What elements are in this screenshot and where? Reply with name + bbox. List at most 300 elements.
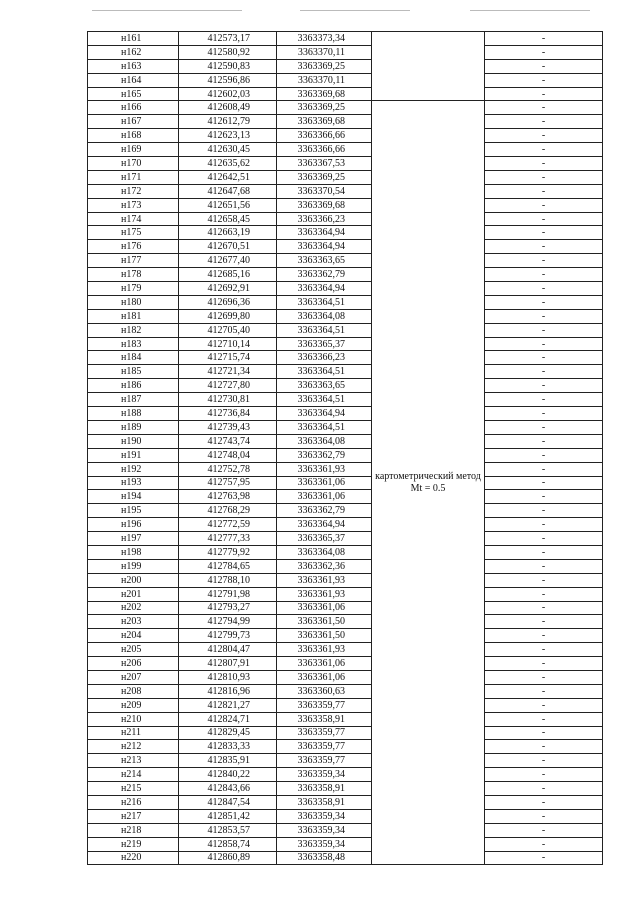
table-row xyxy=(88,476,603,490)
table-row xyxy=(88,351,603,365)
y-coordinate-cell: 3363369,68 xyxy=(277,115,372,129)
point-number-cell: н171 xyxy=(88,170,179,184)
y-coordinate-cell: 3363359,34 xyxy=(277,768,372,782)
x-coordinate-cell: 412829,45 xyxy=(179,726,277,740)
x-coordinate-cell: 412658,45 xyxy=(179,212,277,226)
note-cell: - xyxy=(485,282,603,296)
note-cell: - xyxy=(485,518,603,532)
y-coordinate-cell: 3363369,68 xyxy=(277,198,372,212)
table-row xyxy=(88,115,603,129)
note-cell: - xyxy=(485,559,603,573)
point-number-cell: н208 xyxy=(88,684,179,698)
x-coordinate-cell: 412730,81 xyxy=(179,393,277,407)
x-coordinate-cell: 412835,91 xyxy=(179,754,277,768)
point-number-cell: н193 xyxy=(88,476,179,490)
note-cell: - xyxy=(485,476,603,490)
y-coordinate-cell: 3363369,25 xyxy=(277,59,372,73)
table-row xyxy=(88,268,603,282)
note-cell: - xyxy=(485,226,603,240)
point-number-cell: н211 xyxy=(88,726,179,740)
point-number-cell: н167 xyxy=(88,115,179,129)
note-cell: - xyxy=(485,143,603,157)
x-coordinate-cell: 412663,19 xyxy=(179,226,277,240)
point-number-cell: н214 xyxy=(88,768,179,782)
point-number-cell: н181 xyxy=(88,309,179,323)
x-coordinate-cell: 412739,43 xyxy=(179,420,277,434)
table-row xyxy=(88,32,603,46)
y-coordinate-cell: 3363364,51 xyxy=(277,295,372,309)
y-coordinate-cell: 3363359,77 xyxy=(277,698,372,712)
point-number-cell: н173 xyxy=(88,198,179,212)
table-row xyxy=(88,337,603,351)
table-row xyxy=(88,809,603,823)
scan-artifact-line xyxy=(470,10,590,11)
point-number-cell: н179 xyxy=(88,282,179,296)
x-coordinate-cell: 412710,14 xyxy=(179,337,277,351)
point-number-cell: н206 xyxy=(88,657,179,671)
note-cell: - xyxy=(485,684,603,698)
table-row xyxy=(88,698,603,712)
table-row xyxy=(88,545,603,559)
y-coordinate-cell: 3363366,66 xyxy=(277,129,372,143)
point-number-cell: н205 xyxy=(88,643,179,657)
y-coordinate-cell: 3363359,34 xyxy=(277,837,372,851)
table-row xyxy=(88,101,603,115)
x-coordinate-cell: 412642,51 xyxy=(179,170,277,184)
x-coordinate-cell: 412608,49 xyxy=(179,101,277,115)
note-cell: - xyxy=(485,726,603,740)
x-coordinate-cell: 412647,68 xyxy=(179,184,277,198)
y-coordinate-cell: 3363362,79 xyxy=(277,448,372,462)
point-number-cell: н219 xyxy=(88,837,179,851)
x-coordinate-cell: 412816,96 xyxy=(179,684,277,698)
point-number-cell: н172 xyxy=(88,184,179,198)
y-coordinate-cell: 3363364,51 xyxy=(277,323,372,337)
table-row xyxy=(88,295,603,309)
y-coordinate-cell: 3363359,77 xyxy=(277,740,372,754)
note-cell: - xyxy=(485,837,603,851)
x-coordinate-cell: 412727,80 xyxy=(179,379,277,393)
point-number-cell: н183 xyxy=(88,337,179,351)
y-coordinate-cell: 3363369,25 xyxy=(277,170,372,184)
y-coordinate-cell: 3363361,06 xyxy=(277,490,372,504)
scan-artifact-line xyxy=(92,10,242,11)
y-coordinate-cell: 3363359,77 xyxy=(277,726,372,740)
table-row xyxy=(88,670,603,684)
x-coordinate-cell: 412788,10 xyxy=(179,573,277,587)
note-cell: - xyxy=(485,434,603,448)
note-cell: - xyxy=(485,87,603,101)
x-coordinate-cell: 412840,22 xyxy=(179,768,277,782)
table-row xyxy=(88,282,603,296)
note-cell: - xyxy=(485,420,603,434)
y-coordinate-cell: 3363370,11 xyxy=(277,45,372,59)
point-number-cell: н196 xyxy=(88,518,179,532)
point-number-cell: н220 xyxy=(88,851,179,865)
table-row xyxy=(88,198,603,212)
y-coordinate-cell: 3363364,94 xyxy=(277,518,372,532)
table-row xyxy=(88,587,603,601)
y-coordinate-cell: 3363362,36 xyxy=(277,559,372,573)
note-cell: - xyxy=(485,295,603,309)
table-row xyxy=(88,823,603,837)
table-row xyxy=(88,643,603,657)
x-coordinate-cell: 412602,03 xyxy=(179,87,277,101)
table-row xyxy=(88,129,603,143)
point-number-cell: н192 xyxy=(88,462,179,476)
y-coordinate-cell: 3363364,08 xyxy=(277,309,372,323)
point-number-cell: н201 xyxy=(88,587,179,601)
note-cell: - xyxy=(485,823,603,837)
note-cell: - xyxy=(485,240,603,254)
note-cell: - xyxy=(485,32,603,46)
table-row xyxy=(88,323,603,337)
note-cell: - xyxy=(485,448,603,462)
x-coordinate-cell: 412784,65 xyxy=(179,559,277,573)
note-cell: - xyxy=(485,365,603,379)
table-row xyxy=(88,365,603,379)
x-coordinate-cell: 412853,57 xyxy=(179,823,277,837)
y-coordinate-cell: 3363365,37 xyxy=(277,337,372,351)
y-coordinate-cell: 3363366,23 xyxy=(277,351,372,365)
x-coordinate-cell: 412743,74 xyxy=(179,434,277,448)
y-coordinate-cell: 3363365,37 xyxy=(277,532,372,546)
y-coordinate-cell: 3363359,77 xyxy=(277,754,372,768)
x-coordinate-cell: 412860,89 xyxy=(179,851,277,865)
y-coordinate-cell: 3363364,51 xyxy=(277,365,372,379)
point-number-cell: н166 xyxy=(88,101,179,115)
point-number-cell: н187 xyxy=(88,393,179,407)
x-coordinate-cell: 412757,95 xyxy=(179,476,277,490)
y-coordinate-cell: 3363358,91 xyxy=(277,782,372,796)
point-number-cell: н174 xyxy=(88,212,179,226)
point-number-cell: н188 xyxy=(88,407,179,421)
point-number-cell: н165 xyxy=(88,87,179,101)
x-coordinate-cell: 412748,04 xyxy=(179,448,277,462)
x-coordinate-cell: 412677,40 xyxy=(179,254,277,268)
note-cell: - xyxy=(485,795,603,809)
table-row xyxy=(88,657,603,671)
note-cell: - xyxy=(485,462,603,476)
note-cell: - xyxy=(485,129,603,143)
x-coordinate-cell: 412573,17 xyxy=(179,32,277,46)
note-cell: - xyxy=(485,268,603,282)
y-coordinate-cell: 3363363,65 xyxy=(277,254,372,268)
x-coordinate-cell: 412699,80 xyxy=(179,309,277,323)
x-coordinate-cell: 412794,99 xyxy=(179,615,277,629)
y-coordinate-cell: 3363367,53 xyxy=(277,157,372,171)
y-coordinate-cell: 3363364,51 xyxy=(277,393,372,407)
table-row xyxy=(88,851,603,865)
point-number-cell: н207 xyxy=(88,670,179,684)
point-number-cell: н194 xyxy=(88,490,179,504)
note-cell: - xyxy=(485,782,603,796)
x-coordinate-cell: 412685,16 xyxy=(179,268,277,282)
y-coordinate-cell: 3363361,06 xyxy=(277,601,372,615)
table-row xyxy=(88,407,603,421)
point-number-cell: н199 xyxy=(88,559,179,573)
y-coordinate-cell: 3363358,91 xyxy=(277,795,372,809)
table-row xyxy=(88,226,603,240)
point-number-cell: н191 xyxy=(88,448,179,462)
x-coordinate-cell: 412793,27 xyxy=(179,601,277,615)
point-number-cell: н170 xyxy=(88,157,179,171)
note-cell: - xyxy=(485,212,603,226)
y-coordinate-cell: 3363361,93 xyxy=(277,643,372,657)
point-number-cell: н202 xyxy=(88,601,179,615)
x-coordinate-cell: 412651,56 xyxy=(179,198,277,212)
point-number-cell: н184 xyxy=(88,351,179,365)
note-cell: - xyxy=(485,184,603,198)
y-coordinate-cell: 3363359,34 xyxy=(277,823,372,837)
y-coordinate-cell: 3363361,06 xyxy=(277,670,372,684)
point-number-cell: н182 xyxy=(88,323,179,337)
table-row xyxy=(88,393,603,407)
note-cell: - xyxy=(485,59,603,73)
note-cell: - xyxy=(485,657,603,671)
x-coordinate-cell: 412858,74 xyxy=(179,837,277,851)
y-coordinate-cell: 3363364,08 xyxy=(277,434,372,448)
table-row xyxy=(88,170,603,184)
point-number-cell: н209 xyxy=(88,698,179,712)
y-coordinate-cell: 3363361,06 xyxy=(277,657,372,671)
y-coordinate-cell: 3363364,94 xyxy=(277,282,372,296)
table-row xyxy=(88,782,603,796)
y-coordinate-cell: 3363366,23 xyxy=(277,212,372,226)
point-number-cell: н190 xyxy=(88,434,179,448)
point-number-cell: н168 xyxy=(88,129,179,143)
point-number-cell: н217 xyxy=(88,809,179,823)
point-number-cell: н195 xyxy=(88,504,179,518)
x-coordinate-cell: 412705,40 xyxy=(179,323,277,337)
note-cell: - xyxy=(485,323,603,337)
table-row xyxy=(88,740,603,754)
point-number-cell: н185 xyxy=(88,365,179,379)
point-number-cell: н215 xyxy=(88,782,179,796)
x-coordinate-cell: 412791,98 xyxy=(179,587,277,601)
x-coordinate-cell: 412670,51 xyxy=(179,240,277,254)
x-coordinate-cell: 412843,66 xyxy=(179,782,277,796)
note-cell: - xyxy=(485,768,603,782)
y-coordinate-cell: 3363359,34 xyxy=(277,809,372,823)
x-coordinate-cell: 412779,92 xyxy=(179,545,277,559)
table-row xyxy=(88,448,603,462)
note-cell: - xyxy=(485,809,603,823)
x-coordinate-cell: 412804,47 xyxy=(179,643,277,657)
x-coordinate-cell: 412612,79 xyxy=(179,115,277,129)
table-row xyxy=(88,212,603,226)
table-row xyxy=(88,726,603,740)
point-number-cell: н204 xyxy=(88,629,179,643)
point-number-cell: н203 xyxy=(88,615,179,629)
y-coordinate-cell: 3363361,93 xyxy=(277,462,372,476)
table-row xyxy=(88,254,603,268)
note-cell: - xyxy=(485,601,603,615)
note-cell: - xyxy=(485,45,603,59)
point-number-cell: н189 xyxy=(88,420,179,434)
table-row xyxy=(88,768,603,782)
table-row xyxy=(88,754,603,768)
y-coordinate-cell: 3363370,11 xyxy=(277,73,372,87)
note-cell: - xyxy=(485,587,603,601)
note-cell: - xyxy=(485,309,603,323)
y-coordinate-cell: 3363361,50 xyxy=(277,629,372,643)
table-row xyxy=(88,184,603,198)
table-row xyxy=(88,518,603,532)
table-row xyxy=(88,87,603,101)
point-number-cell: н197 xyxy=(88,532,179,546)
point-number-cell: н216 xyxy=(88,795,179,809)
x-coordinate-cell: 412580,92 xyxy=(179,45,277,59)
x-coordinate-cell: 412799,73 xyxy=(179,629,277,643)
table-row xyxy=(88,573,603,587)
y-coordinate-cell: 3363364,08 xyxy=(277,545,372,559)
y-coordinate-cell: 3363358,91 xyxy=(277,712,372,726)
point-number-cell: н164 xyxy=(88,73,179,87)
scan-artifact-line xyxy=(300,10,410,11)
y-coordinate-cell: 3363370,54 xyxy=(277,184,372,198)
point-number-cell: н186 xyxy=(88,379,179,393)
table-row xyxy=(88,504,603,518)
y-coordinate-cell: 3363360,63 xyxy=(277,684,372,698)
note-cell: - xyxy=(485,254,603,268)
y-coordinate-cell: 3363362,79 xyxy=(277,268,372,282)
x-coordinate-cell: 412596,86 xyxy=(179,73,277,87)
point-number-cell: н180 xyxy=(88,295,179,309)
note-cell: - xyxy=(485,851,603,865)
note-cell: - xyxy=(485,379,603,393)
note-cell: - xyxy=(485,573,603,587)
x-coordinate-cell: 412752,78 xyxy=(179,462,277,476)
point-number-cell: н176 xyxy=(88,240,179,254)
coordinates-table-body xyxy=(88,32,603,865)
x-coordinate-cell: 412821,27 xyxy=(179,698,277,712)
table-row xyxy=(88,629,603,643)
x-coordinate-cell: 412630,45 xyxy=(179,143,277,157)
x-coordinate-cell: 412623,13 xyxy=(179,129,277,143)
x-coordinate-cell: 412807,91 xyxy=(179,657,277,671)
method-note-cell: картометрический метод Mt = 0.5 xyxy=(372,101,485,865)
coordinates-table xyxy=(87,31,603,865)
note-cell: - xyxy=(485,490,603,504)
table-row xyxy=(88,601,603,615)
note-cell: - xyxy=(485,73,603,87)
table-row xyxy=(88,712,603,726)
note-cell: - xyxy=(485,115,603,129)
note-cell: - xyxy=(485,504,603,518)
y-coordinate-cell: 3363364,94 xyxy=(277,407,372,421)
y-coordinate-cell: 3363361,93 xyxy=(277,587,372,601)
x-coordinate-cell: 412777,33 xyxy=(179,532,277,546)
table-row xyxy=(88,240,603,254)
note-cell: - xyxy=(485,643,603,657)
note-cell: - xyxy=(485,393,603,407)
x-coordinate-cell: 412768,29 xyxy=(179,504,277,518)
y-coordinate-cell: 3363364,51 xyxy=(277,420,372,434)
table-row xyxy=(88,379,603,393)
point-number-cell: н218 xyxy=(88,823,179,837)
table-row xyxy=(88,143,603,157)
note-cell: - xyxy=(485,740,603,754)
y-coordinate-cell: 3363358,48 xyxy=(277,851,372,865)
y-coordinate-cell: 3363361,93 xyxy=(277,573,372,587)
x-coordinate-cell: 412763,98 xyxy=(179,490,277,504)
note-cell: - xyxy=(485,670,603,684)
point-number-cell: н161 xyxy=(88,32,179,46)
y-coordinate-cell: 3363369,68 xyxy=(277,87,372,101)
y-coordinate-cell: 3363363,65 xyxy=(277,379,372,393)
x-coordinate-cell: 412635,62 xyxy=(179,157,277,171)
x-coordinate-cell: 412721,34 xyxy=(179,365,277,379)
x-coordinate-cell: 412696,36 xyxy=(179,295,277,309)
table-row xyxy=(88,309,603,323)
point-number-cell: н210 xyxy=(88,712,179,726)
y-coordinate-cell: 3363364,94 xyxy=(277,226,372,240)
x-coordinate-cell: 412851,42 xyxy=(179,809,277,823)
note-cell: - xyxy=(485,532,603,546)
point-number-cell: н177 xyxy=(88,254,179,268)
table-row xyxy=(88,59,603,73)
table-row xyxy=(88,157,603,171)
note-cell: - xyxy=(485,198,603,212)
point-number-cell: н200 xyxy=(88,573,179,587)
table-row xyxy=(88,532,603,546)
note-cell: - xyxy=(485,629,603,643)
table-row xyxy=(88,684,603,698)
note-cell: - xyxy=(485,101,603,115)
table-row xyxy=(88,462,603,476)
point-number-cell: н178 xyxy=(88,268,179,282)
note-cell: - xyxy=(485,698,603,712)
note-cell: - xyxy=(485,615,603,629)
note-cell: - xyxy=(485,351,603,365)
point-number-cell: н169 xyxy=(88,143,179,157)
note-cell: - xyxy=(485,407,603,421)
y-coordinate-cell: 3363369,25 xyxy=(277,101,372,115)
x-coordinate-cell: 412736,84 xyxy=(179,407,277,421)
point-number-cell: н175 xyxy=(88,226,179,240)
table-row xyxy=(88,434,603,448)
y-coordinate-cell: 3363362,79 xyxy=(277,504,372,518)
point-number-cell: н212 xyxy=(88,740,179,754)
table-row xyxy=(88,73,603,87)
point-number-cell: н213 xyxy=(88,754,179,768)
table-row xyxy=(88,490,603,504)
table-row xyxy=(88,795,603,809)
x-coordinate-cell: 412692,91 xyxy=(179,282,277,296)
method-cell-empty xyxy=(372,32,485,101)
note-cell: - xyxy=(485,545,603,559)
y-coordinate-cell: 3363361,06 xyxy=(277,476,372,490)
note-cell: - xyxy=(485,157,603,171)
table-row xyxy=(88,45,603,59)
note-cell: - xyxy=(485,754,603,768)
y-coordinate-cell: 3363366,66 xyxy=(277,143,372,157)
x-coordinate-cell: 412847,54 xyxy=(179,795,277,809)
x-coordinate-cell: 412772,59 xyxy=(179,518,277,532)
x-coordinate-cell: 412715,74 xyxy=(179,351,277,365)
y-coordinate-cell: 3363364,94 xyxy=(277,240,372,254)
note-cell: - xyxy=(485,170,603,184)
table-row xyxy=(88,559,603,573)
note-cell: - xyxy=(485,337,603,351)
table-row xyxy=(88,420,603,434)
note-cell: - xyxy=(485,712,603,726)
table-row xyxy=(88,837,603,851)
x-coordinate-cell: 412590,83 xyxy=(179,59,277,73)
y-coordinate-cell: 3363361,50 xyxy=(277,615,372,629)
x-coordinate-cell: 412824,71 xyxy=(179,712,277,726)
